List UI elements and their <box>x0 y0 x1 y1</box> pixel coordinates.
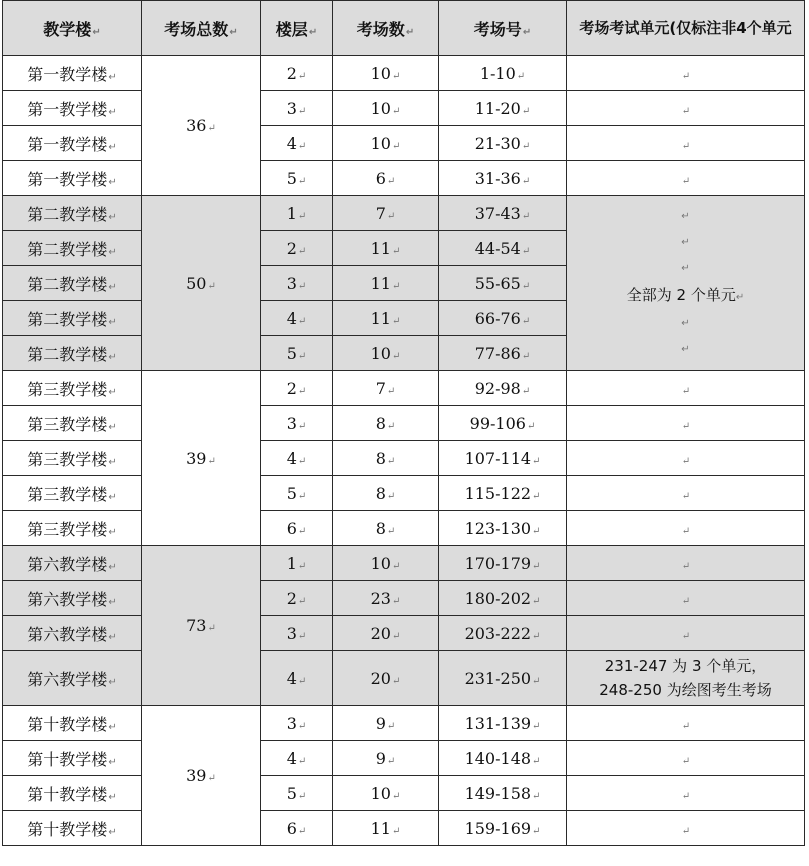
cell-total-rooms: 39↵ <box>142 371 261 546</box>
cell-floor: 1↵ <box>261 546 333 581</box>
cell-room-range: 180-202↵ <box>439 581 567 616</box>
cell-note: ↵ <box>567 406 805 441</box>
cell-room-count: 11↵ <box>333 811 439 846</box>
cell-room-count: 11↵ <box>333 301 439 336</box>
cell-note <box>567 651 805 706</box>
cell-building: 第二教学楼↵ <box>3 266 142 301</box>
cell-floor: 5↵ <box>261 336 333 371</box>
cell-floor: 2↵ <box>261 231 333 266</box>
cell-room-range: 21-30↵ <box>439 126 567 161</box>
table-row <box>3 811 805 846</box>
cell-floor: 5↵ <box>261 476 333 511</box>
cell-room-range: 11-20↵ <box>439 91 567 126</box>
cell-note: ↵ <box>567 706 805 741</box>
cell-building: 第二教学楼↵ <box>3 301 142 336</box>
cell-total-rooms: 39↵ <box>142 706 261 846</box>
cell-building: 第三教学楼↵ <box>3 371 142 406</box>
exam-room-table <box>2 0 805 846</box>
cell-note: ↵ <box>567 371 805 406</box>
cell-room-range: 44-54↵ <box>439 231 567 266</box>
table-row <box>3 196 805 231</box>
header-floor: 楼层↵ <box>261 1 333 56</box>
cell-floor: 3↵ <box>261 406 333 441</box>
cell-room-range: 115-122↵ <box>439 476 567 511</box>
cell-building: 第六教学楼↵ <box>3 616 142 651</box>
cell-note: ↵ <box>567 811 805 846</box>
cell-room-count: 10↵ <box>333 126 439 161</box>
cell-building: 第一教学楼↵ <box>3 56 142 91</box>
cell-floor: 2↵ <box>261 581 333 616</box>
cell-building: 第三教学楼↵ <box>3 511 142 546</box>
cell-room-count: 23↵ <box>333 581 439 616</box>
cell-room-count: 20↵ <box>333 616 439 651</box>
note-line: 248-250 为绘图考生考场 <box>599 681 772 699</box>
cell-room-range: 203-222↵ <box>439 616 567 651</box>
cell-floor: 4↵ <box>261 741 333 776</box>
cell-room-count: 11↵ <box>333 266 439 301</box>
table-row <box>3 441 805 476</box>
cell-floor: 3↵ <box>261 706 333 741</box>
cell-room-range: 77-86↵ <box>439 336 567 371</box>
cell-room-count: 7↵ <box>333 196 439 231</box>
cell-floor: 6↵ <box>261 811 333 846</box>
cell-room-range: 123-130↵ <box>439 511 567 546</box>
cell-note: ↵ <box>567 126 805 161</box>
table-row <box>3 161 805 196</box>
cell-room-count: 7↵ <box>333 371 439 406</box>
cell-floor: 5↵ <box>261 161 333 196</box>
cell-building: 第六教学楼↵ <box>3 581 142 616</box>
header-room-number: 考场号↵ <box>439 1 567 56</box>
table-row <box>3 126 805 161</box>
cell-building: 第二教学楼↵ <box>3 336 142 371</box>
cell-building: 第二教学楼↵ <box>3 231 142 266</box>
cell-building: 第一教学楼↵ <box>3 91 142 126</box>
table-row <box>3 581 805 616</box>
cell-total-rooms: 73↵ <box>142 546 261 706</box>
header-note: 考场考试单元(仅标注非4个单元 <box>567 1 805 56</box>
cell-room-range: 159-169↵ <box>439 811 567 846</box>
cell-building: 第一教学楼↵ <box>3 161 142 196</box>
cell-room-range: 31-36↵ <box>439 161 567 196</box>
cell-note: ↵ <box>567 91 805 126</box>
table-row <box>3 741 805 776</box>
cell-room-count: 10↵ <box>333 56 439 91</box>
cell-note: ↵ <box>567 56 805 91</box>
cell-floor: 1↵ <box>261 196 333 231</box>
cell-floor: 4↵ <box>261 651 333 706</box>
cell-floor: 6↵ <box>261 511 333 546</box>
cell-room-count: 10↵ <box>333 776 439 811</box>
cell-total-rooms: 50↵ <box>142 196 261 371</box>
table-row <box>3 406 805 441</box>
cell-note: ↵ <box>567 546 805 581</box>
cell-room-count: 6↵ <box>333 161 439 196</box>
cell-room-count: 10↵ <box>333 546 439 581</box>
cell-room-count: 20↵ <box>333 651 439 706</box>
header-building: 教学楼↵ <box>3 1 142 56</box>
cell-room-range: 66-76↵ <box>439 301 567 336</box>
cell-room-range: 92-98↵ <box>439 371 567 406</box>
table-row <box>3 776 805 811</box>
header-total-rooms: 考场总数↵ <box>142 1 261 56</box>
table-row <box>3 706 805 741</box>
cell-total-rooms: 36↵ <box>142 56 261 196</box>
cell-building: 第六教学楼↵ <box>3 546 142 581</box>
cell-room-count: 8↵ <box>333 511 439 546</box>
cell-note: ↵ <box>567 616 805 651</box>
header-room-count: 考场数↵ <box>333 1 439 56</box>
cell-floor: 3↵ <box>261 91 333 126</box>
cell-floor: 4↵ <box>261 126 333 161</box>
cell-note: ↵ <box>567 161 805 196</box>
cell-floor: 3↵ <box>261 266 333 301</box>
table-row <box>3 546 805 581</box>
cell-room-range: 1-10↵ <box>439 56 567 91</box>
cell-note: ↵ <box>567 511 805 546</box>
cell-note: ↵ <box>567 581 805 616</box>
cell-floor: 2↵ <box>261 56 333 91</box>
cell-room-range: 37-43↵ <box>439 196 567 231</box>
cell-floor: 3↵ <box>261 616 333 651</box>
table-body <box>3 56 805 846</box>
cell-note-merged: ↵ ↵ ↵ 全部为 2 个单元↵ ↵ ↵ <box>567 196 805 371</box>
cell-room-count: 8↵ <box>333 406 439 441</box>
cell-room-range: 107-114↵ <box>439 441 567 476</box>
cell-room-count: 11↵ <box>333 231 439 266</box>
cell-note: ↵ <box>567 441 805 476</box>
cell-note: ↵ <box>567 476 805 511</box>
cell-floor: 4↵ <box>261 301 333 336</box>
cell-note: ↵ <box>567 741 805 776</box>
cell-room-range: 231-250↵ <box>439 651 567 706</box>
table-row <box>3 616 805 651</box>
cell-building: 第十教学楼↵ <box>3 741 142 776</box>
cell-floor: 4↵ <box>261 441 333 476</box>
cell-room-count: 10↵ <box>333 91 439 126</box>
table-row <box>3 91 805 126</box>
cell-building: 第十教学楼↵ <box>3 776 142 811</box>
table-row <box>3 371 805 406</box>
cell-building: 第十教学楼↵ <box>3 811 142 846</box>
cell-building: 第三教学楼↵ <box>3 476 142 511</box>
cell-room-count: 8↵ <box>333 476 439 511</box>
note-line: 231-247 为 3 个单元， <box>604 657 767 675</box>
cell-room-range: 149-158↵ <box>439 776 567 811</box>
cell-room-range: 131-139↵ <box>439 706 567 741</box>
cell-room-range: 55-65↵ <box>439 266 567 301</box>
cell-room-count: 9↵ <box>333 741 439 776</box>
table-row <box>3 511 805 546</box>
cell-building: 第一教学楼↵ <box>3 126 142 161</box>
cell-note: ↵ <box>567 776 805 811</box>
cell-building: 第三教学楼↵ <box>3 441 142 476</box>
cell-room-count: 10↵ <box>333 336 439 371</box>
cell-room-range: 99-106↵ <box>439 406 567 441</box>
cell-floor: 2↵ <box>261 371 333 406</box>
cell-building: 第六教学楼↵ <box>3 651 142 706</box>
cell-building: 第二教学楼↵ <box>3 196 142 231</box>
header-row <box>3 1 805 56</box>
cell-building: 第三教学楼↵ <box>3 406 142 441</box>
table-row <box>3 56 805 91</box>
cell-floor: 5↵ <box>261 776 333 811</box>
cell-room-range: 170-179↵ <box>439 546 567 581</box>
table-row <box>3 651 805 706</box>
cell-room-count: 8↵ <box>333 441 439 476</box>
table-row <box>3 476 805 511</box>
cell-building: 第十教学楼↵ <box>3 706 142 741</box>
cell-room-range: 140-148↵ <box>439 741 567 776</box>
cell-room-count: 9↵ <box>333 706 439 741</box>
